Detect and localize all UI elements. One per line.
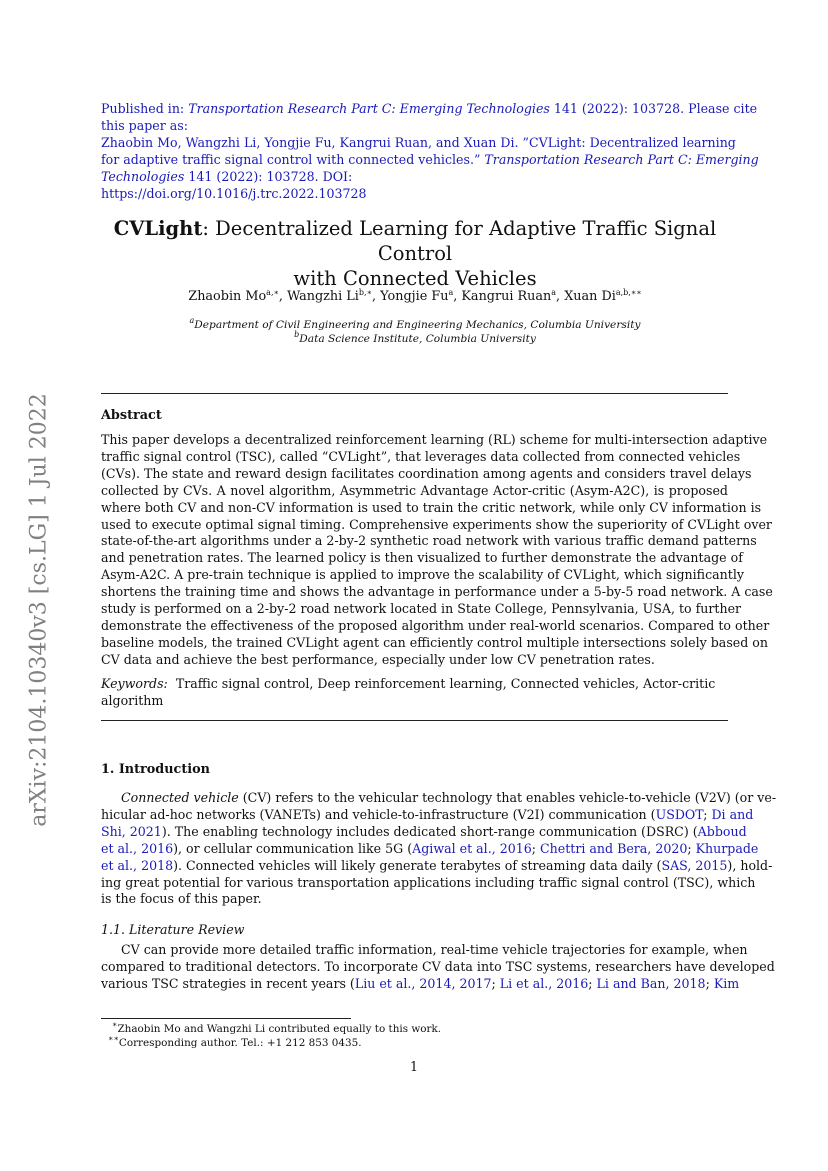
citation-link[interactable]: Chettri and Bera, 2020 [540,840,688,856]
citation-link[interactable]: Shi, 2021 [101,823,162,839]
keywords-label: Keywords: [101,676,168,691]
divider [101,393,728,394]
citation-link[interactable]: et al., 2018 [101,857,174,873]
pub-line-5: Technologies 141 (2022): 103728. DOI: [101,169,353,184]
abstract-heading: Abstract [101,408,162,423]
author: Kangrui Ruan$^a$, [461,288,565,304]
citation-link[interactable]: Abboud [697,823,747,839]
citation-link[interactable]: Li and Ban, 2018 [596,975,706,991]
author: Zhaobin $Mo^{a,∗}$, [188,288,288,304]
literature-body: CV can provide more detailed traffic information, real-time vehicle trajectories for example, when compared to traditional detectors. To incorporate CV data into TSC systems, researchers have developed various TSC strategies in recent years (Liu et al., 2014, 2017; Li et al., 2016; Li and Ban, 2018; Kim [101,942,775,991]
divider [101,720,728,721]
citation-link[interactable]: Agiwal et al., 2016 [412,840,532,856]
pub-line-4: for adaptive traffic signal control with connected vehicles.” Transportation Research Part C: Emerging [101,152,759,167]
pub-line-1: Published in: Transportation Research Part C: Emerging Technologies 141 (2022): 103728. Please cite [101,101,758,116]
introduction-body: Connected vehicle (CV) refers to the vehicular technology that enables vehicle-to-vehicle (V2V) (or ve- hicular ad-hoc networks (VANETs) and vehicle-to-infrastructure (V2I) communication (USDOT; Di and Shi, 2021). The enabling technology includes dedicated short-range communication (DSRC) (Abboud et al., 2016), or cellular communication like 5G (Agiwal et al., 2016; Chettri and Bera, 2020; Khurpade et al., 2018). Connected vehicles will likely generate terabytes of streaming data daily (SAS, 2015), hold- ing great potential for various transportation applications including traffic signal control (TSC), which is the focus of this paper. [101,790,777,907]
title-bold: CVLight [113,217,203,240]
pub-line-2: this paper as: [101,118,188,133]
pub-line-3: Zhaobin Mo, Wangzhi Li, Yongjie Fu, Kangrui Ruan, and Xuan Di. ”CVLight: Decentralized learning [101,135,736,150]
author-list [95,289,735,304]
keywords: Keywords: Traffic signal control, Deep reinforcement learning, Connected vehicles, Actor-critic algorithm [101,676,716,708]
footnote: ∗Zhaobin Mo and Wangzhi Li contributed equally to this work. [112,1020,442,1035]
citation-link[interactable]: Di and [711,806,754,822]
author: Yongjie Fu$^a$, [380,288,462,304]
abstract-body: This paper develops a decentralized reinforcement learning (RL) scheme for multi-intersection adaptive traffic signal control (TSC), called “CVLight”, that leverages data collected from connected vehicles (CVs). The state and reward design facilitates coordination among agents and considers travel delays collected by CVs. A novel algorithm, Asymmetric Advantage Actor-critic (Asym-A2C), is proposed where both CV and non-CV information is used to train the critic network, while only CV information is used to execute optimal signal timing. Comprehensive experiments show the superiority of CVLight over state-of-the-art algorithms under a 2-by-2 synthetic road network with various traffic demand patterns and penetration rates. The learned policy is then visualized to further demonstrate the advantage of Asym-A2C. A pre-train technique is applied to improve the scalability of CVLight, which significantly shortens the training time and shows the advantage in performance under a 5-by-5 road network. A case study is performed on a 2-by-2 road network located in State College, Pennsylvania, USA, to further demonstrate the effectiveness of the proposed algorithm under real-world scenarios. Compared to other baseline models, the trained CVLight agent can efficiently control multiple intersections solely based on CV data and achieve the best performance, especially under low CV penetration rates. [101,432,773,667]
footnote: ∗∗Corresponding author. Tel.: +1 212 853 0435. [108,1034,362,1049]
affiliations [95,318,735,346]
section-heading: 1. Introduction [101,762,210,777]
citation-link[interactable]: USDOT [655,806,704,822]
page-number: 1 [409,1059,418,1074]
footnote-rule [101,1018,351,1019]
citation-link[interactable]: SAS, 2015 [661,857,728,873]
citation-link[interactable]: Khurpade [695,840,759,856]
journal-link[interactable]: Transportation Research Part C: Emerging Technologies [188,101,550,116]
affiliation: $^a$Department of Civil Engineering and Engineering Mechanics, Columbia University [189,316,641,331]
subsection-heading: 1.1. Literature Review [101,922,245,937]
affiliation: $^b$Data Science Institute, Columbia University [294,330,536,345]
citation-link[interactable]: Liu et al., 2014, 2017 [354,975,492,991]
citation-link[interactable]: Li et al., 2016 [499,975,589,991]
citation-link[interactable]: et al., 2016 [101,840,174,856]
author: Wangzhi $Li^{b,∗}$, [287,288,381,304]
citation-link[interactable]: Kim [713,975,740,991]
arxiv-stamp: arXiv:2104.10340v3 [cs.LG] 1 Jul 2022 [26,393,52,827]
publication-note [101,100,759,202]
paper-title: CVLight: Decentralized Learning for Adaptive Traffic Signal Control with Connected Vehicles [113,217,717,290]
author: Xuan $Di^{a,b,∗∗}$ [564,288,642,304]
doi-link[interactable]: https://doi.org/10.1016/j.trc.2022.103728 [101,186,367,201]
